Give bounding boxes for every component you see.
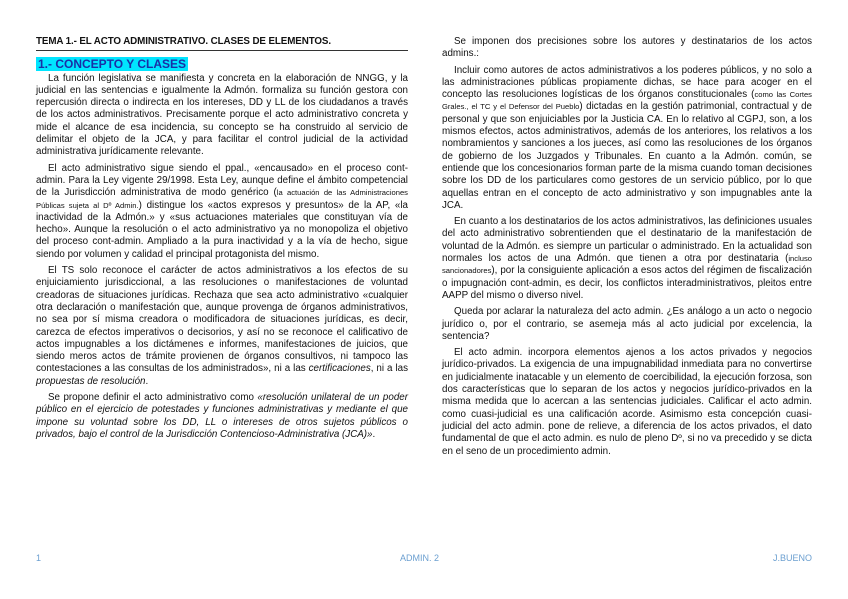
- page-number: 1: [36, 553, 42, 563]
- small-note: la actuación de las Administraciones Públicas sujeta al Dº Admin.: [36, 188, 408, 210]
- italic-term: propuestas de resolución: [36, 375, 146, 387]
- left-column: [36, 36, 408, 445]
- document-title: TEMA 1.- EL ACTO ADMINISTRATIVO. CLASES DE ELEMENTOS.: [36, 36, 408, 51]
- paragraph: El acto admin. incorpora elementos ajenos a los actos privados y negocios jurídico-privados. La exigencia de una impugnabilidad inmediata para no convertirse en judicialmente inatacable y un elemento de coercibilidad, la ejecución forzosa, son dos características que lo separan de los actos y negocios jurídico-privados en la misma medida que lo acercan a las sentencias judiciales. Calificar el acto admin. como cuasi-judicial es una calificación acorde. Asimismo esta concepción cuasi-judicial del acto admin. pone de relieve, a diferencia de los actos privados, el dato fundamental de que el acto admin. es nulo de pleno Dº, si no va precedido y se dicta en el seno de un procedimiento admin.: [442, 347, 812, 457]
- definition-quote: «resolución unilateral de un poder público en el ejercicio de potestades y funciones administrativas y mediante el que impone su voluntad sobre los DD, LL o intereses de otros sujetos públicos o privados, bajo el control de la Jurisdicción Contencioso-Administrativa (JCA)»: [36, 392, 408, 440]
- right-column: [442, 36, 812, 462]
- paragraph: Se propone definir el acto administrativo como «resolución unilateral de un poder público en el ejercicio de potestades y funciones administrativas y mediante el que impone su voluntad sobre los DD, LL o intereses de otros sujetos públicos o privados, bajo el control de la Jurisdicción Contencioso-Administrativa (JCA)».: [36, 392, 408, 440]
- paragraph: En cuanto a los destinatarios de los actos administrativos, las definiciones usuales del acto administrativo sobrentienden que el destinatario de la manifestación de voluntad de la Admón. es siempre un particular o administrado. En la actualidad son normales los actos de una Admón. que tienen a otra por destinataria (incluso sancionadores), por la consiguiente aplicación a esos actos del régimen de fiscalización o impugnación cont-admin, es decir, los conflictos interadministrativos, pleitos entre AAPP del mismo o diverso nivel.: [442, 216, 812, 301]
- paragraph: Queda por aclarar la naturaleza del acto admin. ¿Es análogo a un acto o negocio jurídico o, por el contrario, se asemeja más al acto judicial por excelencia, la sentencia?: [442, 306, 812, 342]
- section-heading: 1.- CONCEPTO Y CLASES: [38, 57, 187, 72]
- footer-author: J.BUENO: [772, 553, 812, 563]
- paragraph: La función legislativa se manifiesta y concreta en la elaboración de NNGG, y la judicial en las sentencias e igualmente la Admón. formaliza su función gestora con repercusión directa o indirecta en los intereses, DD y LL de los ciudadanos a través de los actos administrativos. Precisamente porque el acto administrativo concreta y mide el alcance de esa incidencia, su concepto se ha construido al servicio de delimitar el objeto de la JCA, y para facilitar el control judicial de la actividad administrativa jurídicamente relevante.: [36, 72, 408, 158]
- footer-center-label: ADMIN. 2: [400, 553, 440, 563]
- paragraph: Se imponen dos precisiones sobre los autores y destinatarios de los actos admins.:: [442, 36, 812, 60]
- small-note: incluso sancionadores: [442, 254, 812, 276]
- italic-term: certificaciones: [308, 363, 371, 375]
- paragraph: El TS solo reconoce el carácter de actos administrativos a los efectos de su enjuiciamiento jurisdiccional, a las resoluciones o manifestaciones de voluntad creadoras de situaciones jurídicas. Rechaza que sea acto administrativo «cualquier otra declaración o manifestación que, aunque provenga de órganos administrativos, no sea por sí misma creadora o modificadora de situaciones jurídicas, es decir, carezca de efectos imperativos o decisorios, y así no se reconoce el calificativo de actos impugnables a los dictámenes e informes, manifestaciones de juicios, que siendo meros actos de trámite provienen de órganos consultivos, ni tampoco las contestaciones a las consultas de los administrados», ni a las certificaciones, ni a las propuestas de resolución.: [36, 265, 408, 387]
- paragraph: Incluir como autores de actos administrativos a los poderes públicos, y no solo a las administraciones públicas propiamente dichas, se hace para acoger en el concepto las resoluciones logísticas de los órganos constitucionales (como las Cortes Grales., el TC y el Defensor del Pueblo) dictadas en la gestión patrimonial, contractual y de personal y que son enjuiciables por la Justicia CA. En lo relativo al CGPJ, son, a los mismos efectos, actos administrativos, además de los anteriores, los relativos a los nombramientos y sanciones a los jueces, así como las resoluciones de los órganos de gobierno de los Juzgados y Tribunales. En cuanto a la Admón. común, se entiende que los concesionarios forman parte de la misma cuando toman decisiones sobre los DD de los particulares como gestores de un servicio público, por lo que aquellas entran en el concepto de acto administrativo y son impugnables ante la JCA.: [442, 64, 812, 211]
- small-note: como las Cortes Grales., el TC y el Defensor del Pueblo: [442, 90, 812, 112]
- paragraph: El acto administrativo sigue siendo el ppal., «encausado» en el proceso cont-admin. Para la Ley vigente 29/1998. Esta Ley, aunque define el ámbito competencial de la Jurisdicción administrativa de modo genérico (la actuación de las Administraciones Públicas sujeta al Dº Admin.) distingue los «actos expresos y presuntos» de la AP, «la inactividad de la Admón.» y «sus actuaciones materiales que constituyan vía de hecho». Aunque la resolución o el acto administrativo ya no monopoliza el objetivo del proceso cont-admin. Ampliado a la pura inactividad y a la vía de hecho, sigue siendo por volumen y calidad el principal protagonista del mismo.: [36, 162, 408, 260]
